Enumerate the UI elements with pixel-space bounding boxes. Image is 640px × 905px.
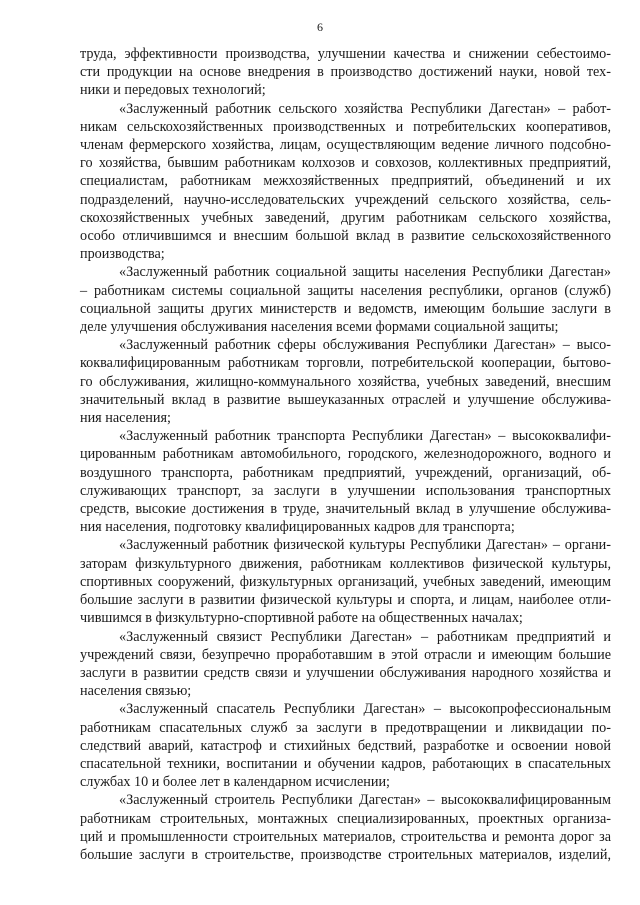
text-line: учреждений связи, безупречно проработавшим в этой отрасли и имеющим большие <box>80 646 611 663</box>
text-line: спортивных сооружений, физкультурных организаций, учебных заведений, имеющим <box>80 573 611 590</box>
text-line: большие заслуги в строительстве, производстве строительных материалов, изделий, <box>80 846 611 863</box>
text-line: воздушного транспорта, работникам предприятий, учреждений, организаций, об- <box>80 464 611 481</box>
text-line: социальной защиты других министерств и ведомств, имеющим большие заслуги в <box>80 300 611 317</box>
paragraph <box>80 700 611 791</box>
paragraph <box>80 791 611 864</box>
text-line: большие заслуги в развитии физической культуры и спорта, и лицам, наиболее отли- <box>80 592 611 609</box>
text-line: «Заслуженный работник физической культуры Республики Дагестан» – органи- <box>119 537 611 554</box>
text-line: го хозяйства, бывшим работникам колхозов и совхозов, коллективных предприятий, <box>80 155 611 172</box>
paragraph <box>80 336 611 427</box>
text-line: следствий аварий, катастроф и стихийных бедствий, разработке и освоении новой <box>80 737 611 754</box>
text-line: никам сельскохозяйственных производственных и потребительских кооперативов, <box>80 118 611 135</box>
text-line: труда, эффективности производства, улучшении качества и снижении себестоимо- <box>80 46 611 62</box>
text-line: «Заслуженный связист Республики Дагестан» – работникам предприятий и <box>119 628 611 645</box>
paragraph <box>80 45 611 100</box>
paragraph <box>80 628 611 701</box>
text-line: чившимся в физкультурно-спортивной работе на общественных началах; <box>80 610 523 627</box>
text-line: «Заслуженный работник социальной защиты населения Республики Дагестан» <box>119 264 611 281</box>
text-line: цированным работникам автомобильного, городского, железнодорожного, водного и <box>80 446 611 463</box>
document-body <box>80 45 611 864</box>
text-line: «Заслуженный работник сферы обслуживания Республики Дагестан» – высо- <box>119 337 611 354</box>
text-line: скохозяйственных учебных заведений, другим работникам сельского хозяйства, <box>80 209 611 226</box>
page-number: 6 <box>317 20 323 34</box>
text-line: населения связью; <box>80 683 192 700</box>
paragraph <box>80 263 611 336</box>
text-line: значительный вклад в развитие вышеуказанных отраслей и улучшение обслужива- <box>80 391 611 408</box>
text-line: ния населения, подготовку квалифицированных кадров для транспорта; <box>80 519 515 536</box>
text-line: коквалифицированным работникам торговли, потребительской кооперации, бытово- <box>80 355 611 372</box>
paragraph <box>80 100 611 264</box>
text-line: ния населения; <box>80 410 171 427</box>
text-line: служивающих транспорт, за заслуги в улучшении использования транспортных <box>80 482 611 499</box>
text-line: «Заслуженный работник сельского хозяйства Республики Дагестан» – работ- <box>119 100 611 117</box>
text-line: «Заслуженный спасатель Республики Дагестан» – высокопрофессиональным <box>119 701 611 718</box>
text-line: сти продукции на основе внедрения в производство достижений науки, новой тех- <box>80 64 611 81</box>
text-line: заторам физкультурного движения, работникам коллективов физической культуры, <box>80 555 611 572</box>
text-line: членам фермерского хозяйства, лицам, осуществляющим ведение личного подсобно- <box>80 137 611 154</box>
text-line: службах 10 и более лет в календарном исчислении; <box>80 774 390 791</box>
text-line: работникам спасательных служб за заслуги в предотвращении и ликвидации по- <box>80 719 611 736</box>
text-line: ций и промышленности строительных материалов, строительства и ремонта дорог за <box>80 828 611 845</box>
text-line: спасательной техники, воспитании и обучении кадров, работающих в спасательных <box>80 755 611 772</box>
text-line: «Заслуженный строитель Республики Дагестан» – высококвалифицированным <box>119 792 611 809</box>
text-line: специалистам, работникам межхозяйственных предприятий, объединений и их <box>80 173 611 190</box>
text-line: деле улучшения обслуживания населения всеми формами социальной защиты; <box>80 319 559 336</box>
paragraph <box>80 427 611 536</box>
text-line: особо отличившимся и внесшим большой вклад в развитие сельскохозяйственного <box>80 228 611 245</box>
text-line: ники и передовых технологий; <box>80 82 266 99</box>
text-line: – работникам системы социальной защиты населения республики, органов (служб) <box>80 282 611 299</box>
text-line: работникам строительных, монтажных специализированных, проектных организа- <box>80 810 611 827</box>
text-line: подразделений, научно-исследовательских учреждений сельского хозяйства, сель- <box>80 191 611 208</box>
text-line: го обслуживания, жилищно-коммунального хозяйства, учебных заведений, внесшим <box>80 373 611 390</box>
text-line: «Заслуженный работник транспорта Республики Дагестан» – высококвалифи- <box>119 428 611 445</box>
text-line: заслуги в развитии средств связи и улучшении обслуживания народного хозяйства и <box>80 664 611 681</box>
text-line: средств, высокие достижения в труде, значительный вклад в улучшение обслужива- <box>80 501 611 518</box>
text-line: производства; <box>80 246 165 263</box>
paragraph <box>80 536 611 627</box>
